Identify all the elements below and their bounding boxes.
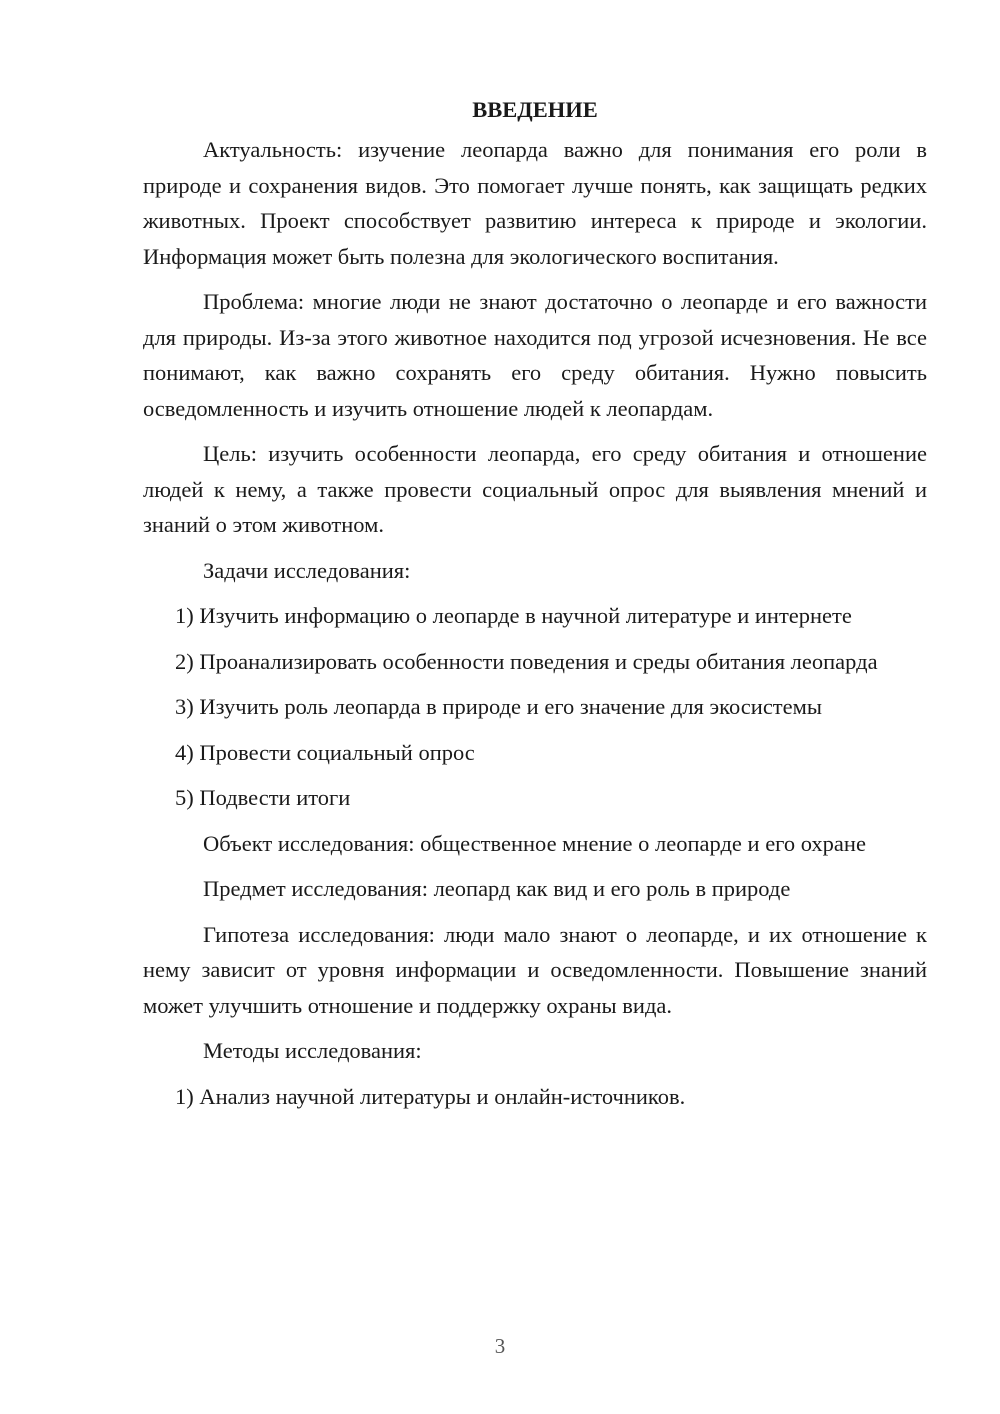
task-item: 1) Изучить информацию о леопарде в научной литературе и интернете	[175, 603, 852, 628]
problem-paragraph: Проблема: многие люди не знают достаточно о леопарде и его важности для природы. Из-за этого животное находится под угрозой исчезновения. Не все понимают, как важно сохранять его среду обитания. Нужно повысить осведомленность и изучить отношение людей к леопардам.	[143, 289, 927, 421]
object-paragraph: Объект исследования: общественное мнение о леопарде и его охране	[203, 830, 866, 856]
goal-paragraph: Цель: изучить особенности леопарда, его среду обитания и отношение людей к нему, а также провести социальный опрос для выявления мнений и знаний о этом животном.	[143, 441, 927, 537]
relevance-paragraph: Актуальность: изучение леопарда важно для понимания его роли в природе и сохранения видов. Это помогает лучше понять, как защищать редких животных. Проект способствует развитию интереса к природе и экологии. Информация может быть полезна для экологического воспитания.	[143, 137, 927, 269]
methods-heading: Методы исследования:	[203, 1038, 422, 1063]
task-item: 2) Проанализировать особенности поведения и среды обитания леопарда	[175, 648, 878, 674]
task-item: 4) Провести социальный опрос	[175, 739, 475, 765]
section-title: ВВЕДЕНИЕ	[472, 97, 598, 122]
tasks-heading: Задачи исследования:	[203, 557, 411, 583]
page-content	[143, 92, 927, 1124]
subject-paragraph: Предмет исследования: леопард как вид и его роль в природе	[203, 876, 791, 901]
method-item: 1) Анализ научной литературы и онлайн-источников.	[175, 1083, 686, 1109]
page-number: 3	[494, 1334, 506, 1358]
task-item: 5) Подвести итоги	[175, 785, 351, 810]
task-item: 3) Изучить роль леопарда в природе и его значение для экосистемы	[175, 694, 822, 719]
hypothesis-paragraph: Гипотеза исследования: люди мало знают о леопарде, и их отношение к нему зависит от уровня информации и осведомленности. Повышение знаний может улучшить отношение и поддержку охраны вида.	[143, 921, 927, 1018]
